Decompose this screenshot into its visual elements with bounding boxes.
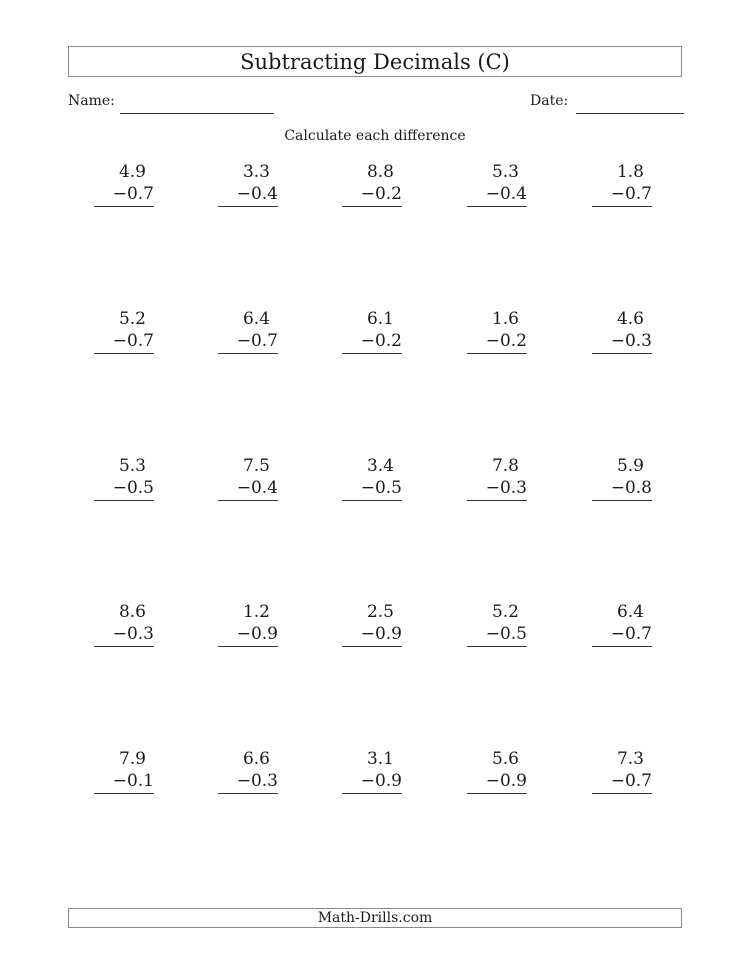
problem-15 [592, 455, 652, 501]
problem-24 [467, 748, 527, 794]
minuend: 7.3 [616, 749, 644, 769]
name-label: Name: [68, 93, 115, 109]
subtrahend: −0.2 [342, 330, 402, 354]
problem-11 [94, 455, 154, 501]
problem-9 [467, 308, 527, 354]
subtrahend: −0.5 [342, 477, 402, 501]
subtrahend: −0.8 [592, 477, 652, 501]
minuend: 1.8 [616, 162, 644, 182]
subtrahend: −0.4 [467, 183, 527, 207]
minuend: 6.6 [242, 749, 270, 769]
problem-23 [342, 748, 402, 794]
problem-10 [592, 308, 652, 354]
worksheet-title-box [68, 46, 682, 77]
subtrahend: −0.9 [467, 770, 527, 794]
problem-1 [94, 161, 154, 207]
worksheet-title: Subtracting Decimals (C) [240, 49, 510, 74]
minuend: 6.4 [616, 602, 644, 622]
subtrahend: −0.2 [467, 330, 527, 354]
subtrahend: −0.5 [467, 623, 527, 647]
minuend: 7.5 [242, 456, 270, 476]
subtrahend: −0.1 [94, 770, 154, 794]
subtrahend: −0.3 [218, 770, 278, 794]
problem-13 [342, 455, 402, 501]
date-label: Date: [530, 93, 569, 109]
problem-5 [592, 161, 652, 207]
minuend: 6.4 [242, 309, 270, 329]
problem-22 [218, 748, 278, 794]
subtrahend: −0.9 [218, 623, 278, 647]
minuend: 7.8 [491, 456, 519, 476]
problem-6 [94, 308, 154, 354]
minuend: 5.3 [491, 162, 519, 182]
problem-19 [467, 601, 527, 647]
subtrahend: −0.3 [592, 330, 652, 354]
problem-17 [218, 601, 278, 647]
problem-16 [94, 601, 154, 647]
minuend: 3.3 [242, 162, 270, 182]
footer-box [68, 908, 682, 928]
problem-3 [342, 161, 402, 207]
subtrahend: −0.4 [218, 477, 278, 501]
problem-2 [218, 161, 278, 207]
minuend: 5.9 [616, 456, 644, 476]
problem-4 [467, 161, 527, 207]
date-field[interactable] [576, 113, 684, 114]
minuend: 8.8 [366, 162, 394, 182]
subtrahend: −0.7 [218, 330, 278, 354]
minuend: 3.4 [366, 456, 394, 476]
problem-18 [342, 601, 402, 647]
minuend: 5.2 [491, 602, 519, 622]
problem-21 [94, 748, 154, 794]
subtrahend: −0.4 [218, 183, 278, 207]
minuend: 4.9 [118, 162, 146, 182]
name-field[interactable] [120, 113, 274, 114]
problem-14 [467, 455, 527, 501]
problem-7 [218, 308, 278, 354]
subtrahend: −0.3 [467, 477, 527, 501]
problem-8 [342, 308, 402, 354]
minuend: 7.9 [118, 749, 146, 769]
subtrahend: −0.2 [342, 183, 402, 207]
subtrahend: −0.7 [592, 183, 652, 207]
minuend: 4.6 [616, 309, 644, 329]
problem-12 [218, 455, 278, 501]
subtrahend: −0.7 [94, 330, 154, 354]
subtrahend: −0.5 [94, 477, 154, 501]
minuend: 1.6 [491, 309, 519, 329]
minuend: 5.6 [491, 749, 519, 769]
problem-25 [592, 748, 652, 794]
subtrahend: −0.7 [592, 770, 652, 794]
subtrahend: −0.9 [342, 770, 402, 794]
minuend: 8.6 [118, 602, 146, 622]
minuend: 1.2 [242, 602, 270, 622]
subtrahend: −0.9 [342, 623, 402, 647]
footer-source: Math-Drills.com [317, 910, 433, 926]
subtrahend: −0.7 [592, 623, 652, 647]
minuend: 3.1 [366, 749, 394, 769]
minuend: 5.3 [118, 456, 146, 476]
subtrahend: −0.7 [94, 183, 154, 207]
minuend: 5.2 [118, 309, 146, 329]
problem-20 [592, 601, 652, 647]
minuend: 6.1 [366, 309, 394, 329]
instructions: Calculate each difference [284, 128, 466, 144]
subtrahend: −0.3 [94, 623, 154, 647]
minuend: 2.5 [366, 602, 394, 622]
